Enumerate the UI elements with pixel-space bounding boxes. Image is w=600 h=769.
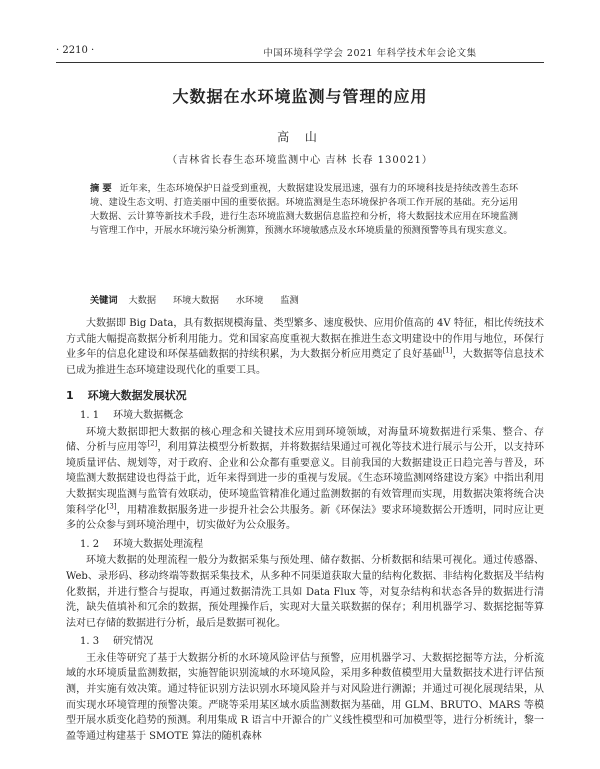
keyword: 水环境 bbox=[235, 295, 264, 306]
abstract-label: 摘 要 bbox=[90, 183, 112, 194]
page-number: · 2210 · bbox=[56, 45, 95, 56]
keyword: 环境大数据 bbox=[172, 295, 219, 306]
abstract-text: 近年来，生态环境保护日益受到重视，大数据建设发展迅速，强有力的环境科技是持续改善生态环境、建设生态文明、打造美丽中国的重要依据。环境监测是生态环境保护各项工作开展的基础。充分运用大数据、云计算等新技术手段，进行生态环境监测大数据信息监控和分析，将大数据技术应用在环境监测与管理工作中，开展水环境污染分析测算，预测水环境敏感点及水环境质量的预测预警等具有现实意义。 bbox=[90, 183, 519, 236]
journal-header: 中国环境科学学会 2021 年科学技术年会论文集 bbox=[263, 48, 477, 59]
keyword: 监测 bbox=[280, 295, 299, 306]
body-text bbox=[66, 316, 544, 744]
paragraph: 环境大数据即把大数据的核心理念和关键技术应用到环境领域，对海量环境数据进行采集、整合、存储、分析与应用等[2]，利用算法模型分析数据，并将数据结果通过可视化等技术进行展示与公开，以支持环境质量评估、规划等，对于政府、企业和公众都有重要意义。目前我国的大数据建设正日趋完善与普及，环境监测大数据建设也得益于此，近年来得到进一步的重视与发展。《生态环境监测网络建设方案》中指出利用大数据实现监测与监管有效联动，使环境监管精准化通过监测数据的有效管理而实现，用数据决策将统合决策科学化[3]，用精准数据服务进一步提升社会公共服务。新《环保法》要求环境数据公开透明，同时应让更多的公众参与到环境治理中，切实做好为公众服务。 bbox=[66, 426, 545, 532]
subsection-heading: 1. 2 环境大数据处理流程 bbox=[80, 538, 204, 550]
affiliation: （吉林省长春生态环境监测中心 吉林 长春 130021） bbox=[167, 155, 433, 166]
abstract bbox=[90, 182, 518, 238]
keywords-label: 关键词 bbox=[90, 295, 118, 306]
keywords bbox=[90, 292, 518, 306]
keyword: 大数据 bbox=[128, 295, 157, 306]
paragraph: 王永佳等研究了基于大数据分析的水环境风险评估与预警，应用机器学习、大数据挖掘等方法，分析流域的水环境质量监测数据，实施智能识别流域的水环境风险，采用多种数值模型用大量数据技术进行评估预测，并实施有效决策。通过特征识别方法识别水环境风险并与对风险进行溯源；并通过可视化展现结果，从而实现水环境管理的预警决策。严晓等采用某区域水质监测数据为基础，用 GLM、BRUTO、MARS 等模型开展水质变化趋势的预测。利用集成 R 语言中开源合的广义线性模型和可加模型等，进行分析统计，黎一盈等通过构建基于 SMOTE 算法的随机森林 bbox=[66, 652, 544, 742]
citation: [1] bbox=[442, 346, 453, 355]
subsection-heading: 1. 3 研究情况 bbox=[80, 636, 154, 648]
section-heading: 1 环境大数据发展状况 bbox=[66, 389, 187, 403]
citation: [2] bbox=[147, 439, 158, 448]
author: 高 山 bbox=[277, 130, 323, 144]
header-rule bbox=[56, 62, 544, 63]
citation: [3] bbox=[106, 502, 117, 511]
paper-title: 大数据在水环境监测与管理的应用 bbox=[172, 87, 428, 106]
intro-paragraph: 大数据即 Big Data，具有数据规模海量、类型繁多、速度极快、应用价值高的 4V 特征，相比传统技术方式能大幅提高数据分析利用能力。党和国家高度重视大数据在推进生态文明建设中的作用与地位，环保行业多年的信息化建设和环保基础数据的持续积累，为大数据分析应用奠定了良好基础[1]，大数据等信息技术已成为推进生态环境建设现代化的重要工具。 bbox=[66, 318, 545, 376]
subsection-heading: 1. 1 环境大数据概念 bbox=[80, 409, 184, 421]
paragraph: 环境大数据的处理流程一般分为数据采集与预处理、储存数据、分析数据和结果可视化。通过传感器、Web、录形码、移动终端等数据采集技术，从多种不同渠道获取大量的结构化数据、非结构化数据及半结构化数据，并进行整合与提取，再通过数据清洗工具如 Data Flux 等，对复杂结构和状态各异的数据进行清洗，缺失值填补和冗余的数据，预处理操作后，实现对大量关联数据的保存；利用机器学习、数据挖掘等算法对已存储的数据进行分析，最后是数据可视化。 bbox=[66, 555, 544, 629]
